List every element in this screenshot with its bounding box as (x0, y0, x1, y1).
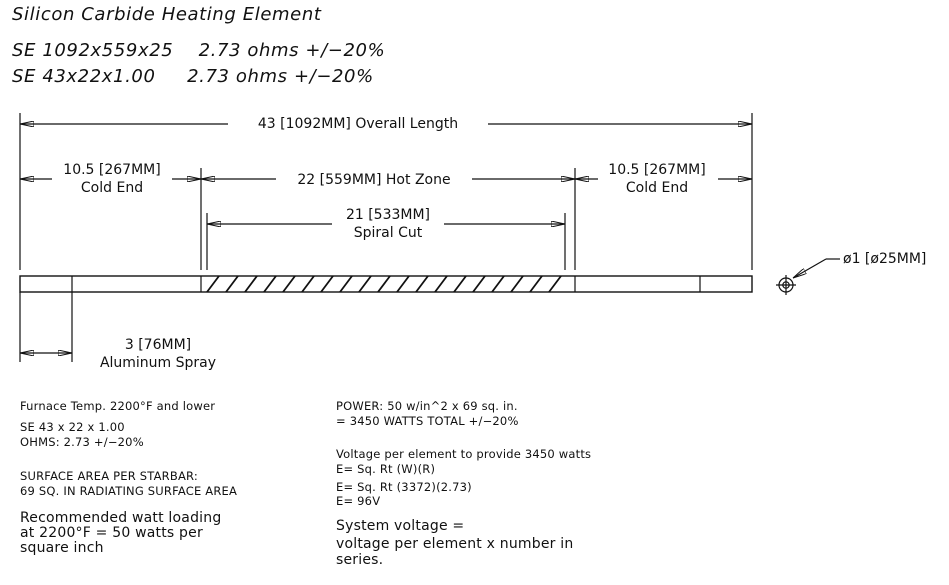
watt-loading-line2: at 2200°F = 50 watts per (20, 525, 203, 541)
power-line2: = 3450 WATTS TOTAL +/−20% (336, 414, 519, 428)
diameter-label: ø1 [ø25MM] (843, 251, 927, 267)
hot-zone-label: 22 [559MM] Hot Zone (297, 172, 451, 188)
overall-length-label: 43 [1092MM] Overall Length (257, 116, 459, 132)
cold-end-right-name: Cold End (625, 180, 689, 196)
spec-line-imperial: SE 43x22x1.00 2.73 ohms +/−20% (12, 66, 374, 87)
se-size-note: SE 43 x 22 x 1.00 (20, 420, 125, 434)
equation-line1: E= Sq. Rt (W)(R) (336, 462, 436, 476)
diagram-title: Silicon Carbide Heating Element (12, 4, 322, 25)
aluminum-spray-dim: 3 [76MM] (124, 337, 192, 353)
watt-loading-line1: Recommended watt loading (20, 510, 222, 526)
aluminum-spray-name: Aluminum Spray (99, 355, 217, 371)
equation-line3: E= 96V (336, 494, 381, 508)
voltage-title: Voltage per element to provide 3450 watts (336, 447, 592, 461)
diameter-leader (793, 259, 826, 278)
power-line1: POWER: 50 w/in^2 x 69 sq. in. (336, 399, 518, 413)
spec-line-metric: SE 1092x559x25 2.73 ohms +/−20% (12, 40, 386, 61)
cold-end-right-dim: 10.5 [267MM] (608, 162, 706, 178)
system-voltage-line1: System voltage = (336, 518, 465, 534)
cold-end-left-dim: 10.5 [267MM] (63, 162, 161, 178)
ohms-note: OHMS: 2.73 +/−20% (20, 435, 144, 449)
surface-area-value: 69 SQ. IN RADIATING SURFACE AREA (20, 484, 238, 498)
system-voltage-line2: voltage per element x number in (336, 536, 574, 552)
watt-loading-line3: square inch (20, 540, 104, 556)
spiral-cut-hatch (207, 276, 561, 292)
system-voltage-line3: series. (336, 552, 384, 568)
equation-line2: E= Sq. Rt (3372)(2.73) (336, 480, 472, 494)
spiral-cut-name: Spiral Cut (353, 225, 423, 241)
cold-end-left-name: Cold End (80, 180, 144, 196)
furnace-temp-note: Furnace Temp. 2200°F and lower (20, 399, 216, 413)
element-rod (20, 276, 752, 292)
surface-area-title: SURFACE AREA PER STARBAR: (20, 469, 198, 483)
spiral-cut-dim: 21 [533MM] (345, 207, 431, 223)
